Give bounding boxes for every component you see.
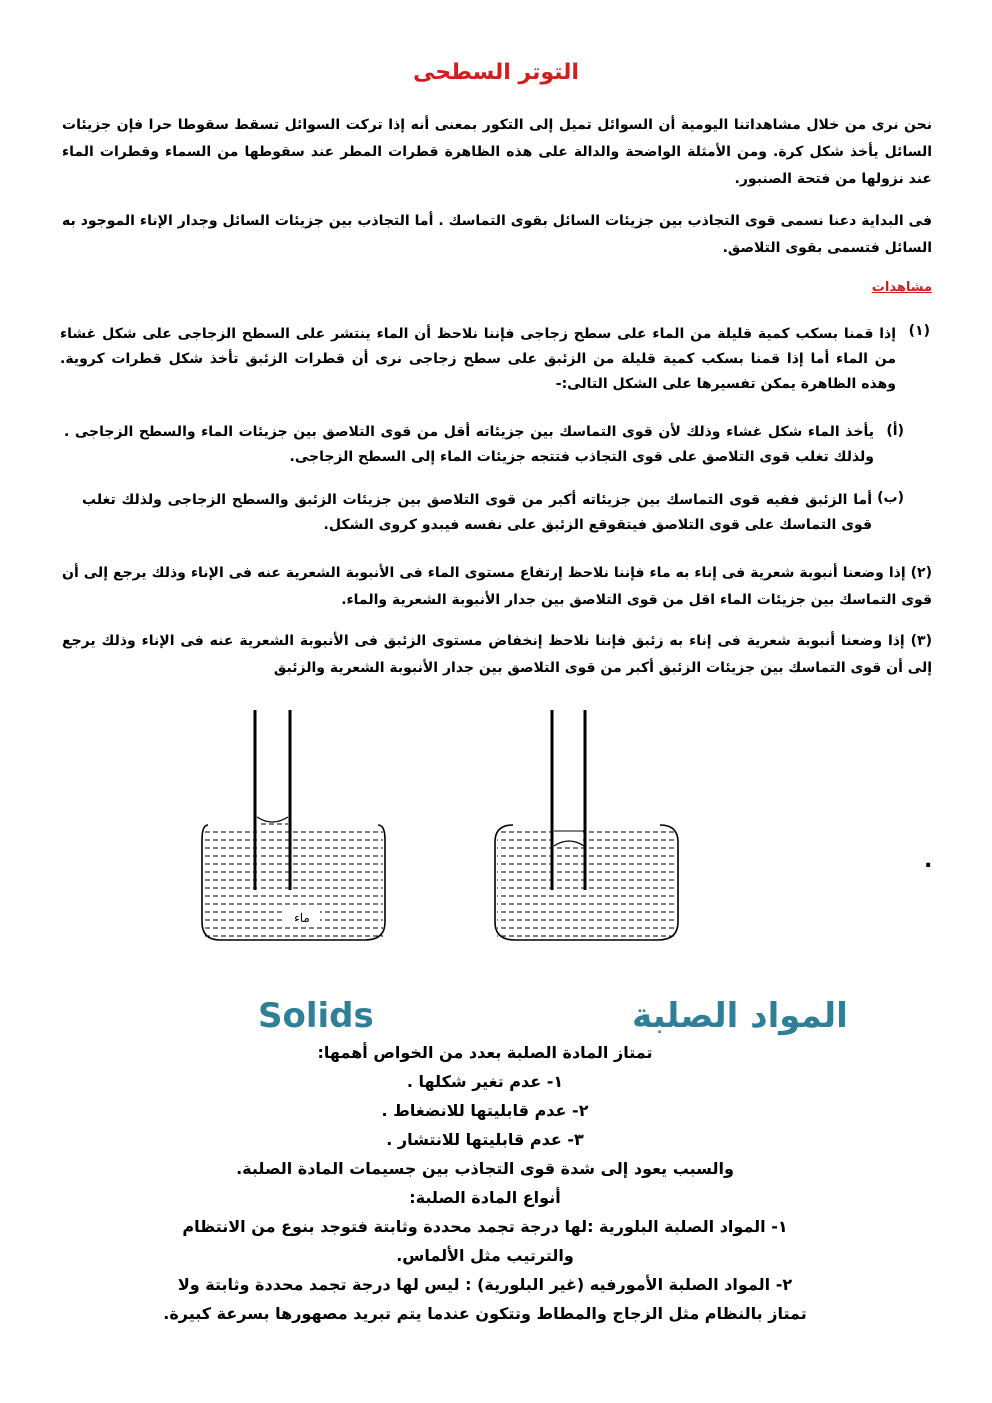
observation-a-label: (أ): [886, 423, 904, 439]
capillary-diagram: [180, 700, 690, 950]
observation-b-text: أما الزئبق ففيه قوى التماسك بين جزيئاته أكبر من قوى التلاصق بين جزيئات الزئبق والسطح الزجاجى ولذلك تغلب قوى التماسك على قوى التلاصق فيتقوقع الزئبق على نفسه فيبدو كروى الشكل.: [82, 492, 872, 533]
intro-paragraph-2: فى البداية دعنا نسمى قوى التجاذب بين جزيئات السائل بقوى التماسك . أما التجاذب بين جزيئات السائل وجدار الإناء الموجود به السائل فتسمى بقوى التلاصق.: [62, 213, 932, 256]
solids-title-en: Solids: [258, 996, 374, 1036]
trailing-dot: .: [924, 848, 933, 873]
solids-line: أنواع المادة الصلبة:: [409, 1188, 561, 1207]
page-title: التوتر السطحى: [413, 60, 579, 85]
observation-b-label: (ب): [877, 490, 904, 506]
solids-line: تمتاز بالنظام مثل الزجاج والمطاط وتتكون عندما يتم تبريد مصهورها بسرعة كبيرة.: [163, 1304, 807, 1323]
observation-3: (٣) إذا وضعنا أنبوبة شعرية فى إناء به زئبق فإننا نلاحظ إنخفاض مستوى الزئبق فى الأنبوبة الشعرية عنه فى الإناء وذلك يرجع إلى أن قوى التماسك بين جزيئات الزئبق أكبر من قوى التلاصق بين جدار الأنبوبة الشعرية والزئبق: [62, 633, 932, 676]
observation-2: (٢) إذا وضعنا أنبوبة شعرية فى إناء به ماء فإننا نلاحظ إرتفاع مستوى الماء فى الأنبوبة الشعرية عنه فى الإناء وذلك يرجع إلى أن قوى التماسك بين جزيئات الماء اقل من قوى التلاصق بين جدار الأنبوبة الشعرية والماء.: [62, 565, 932, 608]
intro-paragraph-1: نحن نرى من خلال مشاهداتنا اليومية أن السوائل تميل إلى التكور بمعنى أنه إذا تركت السوائل تسقط سقوطا حرا فإن جزيئات السائل يأخذ شكل كرة. ومن الأمثلة الواضحة والدالة على هذه الظاهرة قطرات المطر عند سقوطها من السماء وقطرات الماء عند نزولها من فتحة الصنبور.: [62, 117, 932, 187]
solids-properties: [90, 1038, 880, 1328]
observations-heading: مشاهدات: [871, 280, 932, 295]
observation-a-text: يأخذ الماء شكل غشاء وذلك لأن قوى التماسك بين جزيئاته أقل من قوى التلاصق بين جزيئات الماء والسطح الزجاجى . ولذلك تغلب قوى التلاصق على قوى التجاذب فتتجه جزيئات الماء إلى السطح الزجاجى.: [64, 424, 874, 465]
solids-title-ar: المواد الصلبة: [632, 996, 848, 1036]
solids-line: ٢- عدم قابليتها للانضغاط .: [381, 1101, 589, 1120]
mercury-container: [495, 710, 678, 940]
solids-line: والترتيب مثل الألماس.: [396, 1246, 574, 1265]
water-label: ماء: [294, 911, 310, 925]
solids-line: ٣- عدم قابليتها للانتشار .: [386, 1130, 584, 1149]
observation-1-text: إذا قمنا بسكب كمية قليلة من الماء على سطح زجاجى فإننا نلاحظ أن الماء ينتشر على السطح الزجاجى على شكل غشاء من الماء أما إذا قمنا بسكب كمية قليلة من الزئبق على سطح زجاجى نرى أن قطرات الزئبق تأخذ شكل قطرات كروية. وهذه الظاهرة يمكن تفسيرها على الشكل التالى:-: [60, 326, 896, 392]
solids-title: [250, 985, 848, 1045]
water-container: [202, 710, 385, 940]
solids-line: تمتاز المادة الصلبة بعدد من الخواص أهمها:: [317, 1043, 653, 1062]
observation-1-number: (١): [908, 323, 930, 339]
solids-line: ١- عدم تغير شكلها .: [406, 1072, 564, 1091]
solids-line: والسبب يعود إلى شدة قوى التجاذب بين جسيمات المادة الصلبة.: [236, 1159, 734, 1178]
solids-line: ١- المواد الصلبة البلورية :لها درجة تجمد محددة وثابتة فتوجد بنوع من الانتظام: [182, 1217, 788, 1236]
solids-line: ٢- المواد الصلبة الأمورفيه (غير البلورية) : ليس لها درجة تجمد محددة وثابتة ولا: [177, 1275, 793, 1294]
